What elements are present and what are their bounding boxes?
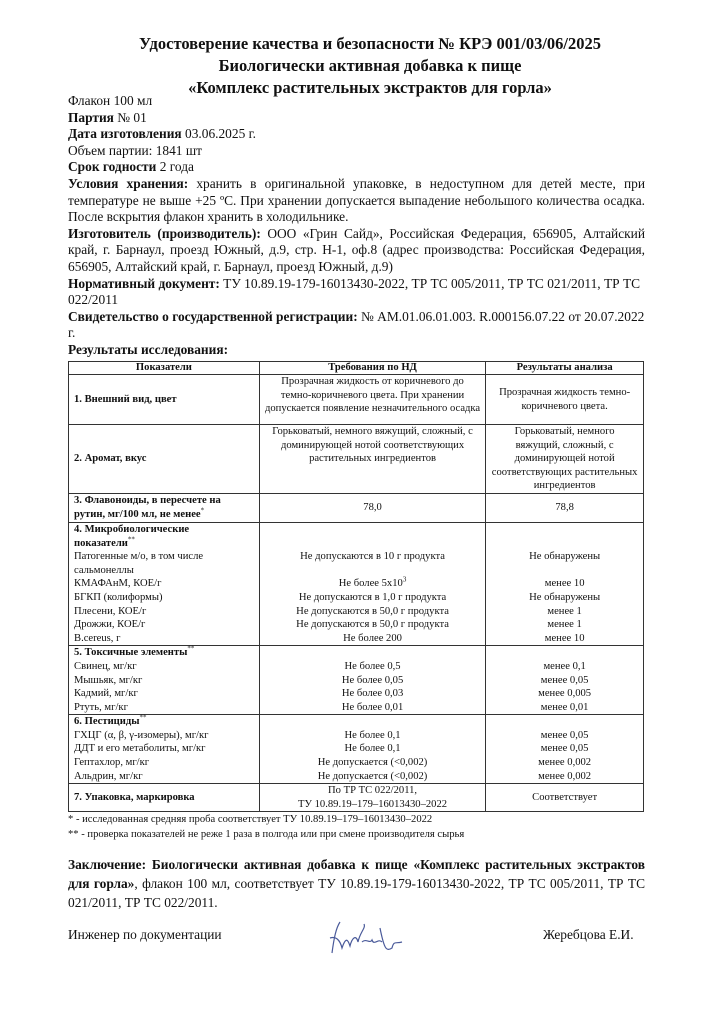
header-result: Результаты анализа (486, 362, 644, 375)
header-requirement: Требования по НД (259, 362, 485, 375)
storage-conditions: Условия хранения: хранить в оригинальной упаковке, в недоступном для детей месте, при температуре не выше +25 ºС. При хранении допускается выпадение небольшого количества осадка. После вскрытия флакон хранить в холодильнике. (68, 175, 645, 225)
table-row: БГКП (колиформы) Не допускаются в 1,0 г продукта Не обнаружены (69, 591, 644, 605)
signer-name: Жеребцова Е.И. (543, 927, 634, 942)
shelf-life: Срок годности 2 года (68, 159, 194, 175)
footnote-1: * - исследованная средняя проба соответствует ТУ 10.89.19–179–16013430–2022 (68, 814, 433, 825)
document-title (60, 33, 680, 99)
table-row: ГХЦГ (α, β, γ-изомеры), мг/кг Не более 0,1 менее 0,05 (69, 729, 644, 743)
table-row: ДДТ и его метаболиты, мг/кг Не более 0,1 менее 0,05 (69, 742, 644, 756)
title-line-3: «Комплекс растительных экстрактов для горла» (188, 78, 552, 97)
table-row: Ртуть, мг/кг Не более 0,01 менее 0,01 (69, 701, 644, 715)
table-row: 7. Упаковка, маркировка По ТР ТС 022/2011, ТУ 10.89.19–179–16013430–2022 Соответствует (69, 784, 644, 812)
manufacture-date: Дата изготовления 03.06.2025 г. (68, 126, 256, 142)
table-row: Кадмий, мг/кг Не более 0,03 менее 0,005 (69, 687, 644, 701)
manufacturer: Изготовитель (производитель): ООО «Грин Сайд», Российская Федерация, 656905, Алтайский край, г. Барнаул, проезд Южный, д.9, стр. Н-1, оф.8 (адрес производства: Российская Федерация, 656905, Алтайский край, г. Барнаул, проезд Южный, д.9) (68, 225, 646, 274)
group-heading-row: 4. Микробиологические показатели** (69, 522, 644, 550)
registration-certificate: Свидетельство о государственной регистрации: № АМ.01.06.01.003. R.000156.07.22 от 20.07.2022 г. (68, 308, 645, 341)
footnotes (68, 812, 464, 842)
table-row: 1. Внешний вид, цвет Прозрачная жидкость от коричневого до темно-коричневого цвета. При хранении допускается появление незначительного осадка Прозрачная жидкость темно-коричневого цвета. (69, 375, 644, 425)
conclusion: Заключение: Биологически активная добавка к пище «Комплекс растительных экстрактов для горла», флакон 100 мл, соответствует ТУ 10.89.19-179-16013430-2022, ТР ТС 005/2011, ТР ТС 021/2011, ТР ТС 022/2011. (68, 857, 646, 910)
table-row: Патогенные м/о, в том числе сальмонеллы Не допускаются в 10 г продукта Не обнаружены (69, 550, 644, 577)
table-row: Гептахлор, мг/кг Не допускается (<0,002) менее 0,002 (69, 756, 644, 770)
group-heading-row: 6. Пестициды** (69, 715, 644, 729)
table-row: Мышьяк, мг/кг Не более 0,05 менее 0,05 (69, 674, 644, 688)
title-line-1: Удостоверение качества и безопасности № КРЭ 001/03/06/2025 (139, 34, 601, 53)
normative-document: Нормативный документ: ТУ 10.89.19-179-16013430-2022, ТР ТС 005/2011, ТР ТС 021/2011, ТР ТС 022/2011 (68, 275, 641, 308)
table-row: Плесени, КОЕ/г Не допускаются в 50,0 г продукта менее 1 (69, 605, 644, 619)
volume: Флакон 100 мл (68, 93, 153, 108)
handwritten-signature (322, 918, 412, 958)
table-row: Свинец, мг/кг Не более 0,5 менее 0,1 (69, 660, 644, 674)
title-line-2: Биологически активная добавка к пище (218, 56, 522, 75)
table-row: B.cereus, г Не более 200 менее 10 (69, 632, 644, 646)
group-heading-row: 5. Токсичные элементы** (69, 646, 644, 660)
batch-size: Объем партии: 1841 шт (68, 142, 203, 158)
table-row: КМАФАнМ, КОЕ/г Не более $5х10^3$ менее 10 (69, 577, 644, 591)
table-row: Альдрин, мг/кг Не допускается (<0,002) менее 0,002 (69, 770, 644, 784)
footnote-2: ** - проверка показателей не реже 1 раза в полгода или при смене производителя сырья (68, 829, 465, 840)
results-heading: Результаты исследования: (68, 341, 229, 357)
signer-position: Инженер по документации (68, 927, 222, 942)
product-info (68, 93, 645, 359)
results-table (68, 361, 644, 812)
batch: Партия № 01 (68, 109, 147, 125)
table-row: Дрожжи, КОЕ/г Не допускаются в 50,0 г продукта менее 1 (69, 618, 644, 632)
table-row: 2. Аромат, вкус Горьковатый, немного вяжущий, сложный, с доминирующей нотой соответствующих растительных ингредиентов Горьковатый, немного вяжущий, сложный, с доминирующей нотой соответствующих растительных ингредиентов (69, 425, 644, 494)
table-header (69, 362, 644, 375)
header-indicator: Показатели (69, 362, 260, 375)
table-row: 3. Флавоноиды, в пересчете на рутин, мг/100 мл, не менее* 78,0 78,8 (69, 493, 644, 522)
